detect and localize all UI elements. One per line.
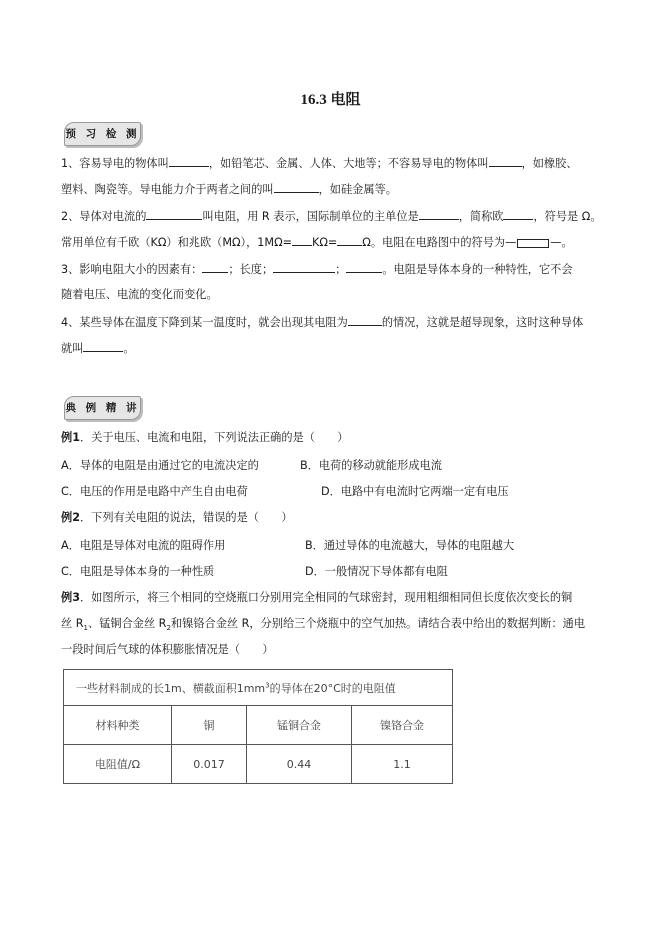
blank[interactable] <box>348 314 382 326</box>
example-3-line-1: 例3．如图所示，将三个相同的空烧瓶口分别用完全相同的气球密封，现用粗细相同但长度依次变长的铜 <box>61 591 573 604</box>
section-badge-examples: 典 例 精 讲 <box>64 396 141 420</box>
blank[interactable] <box>292 234 312 246</box>
blank[interactable] <box>146 208 202 220</box>
blank[interactable] <box>83 340 123 352</box>
example-2-option-c[interactable]: C．电阻是导体本身的一种性质 <box>61 565 215 578</box>
example-1-option-c[interactable]: C．电压的作用是电路中产生自由电荷 <box>61 485 248 498</box>
blank[interactable] <box>202 261 228 273</box>
question-2-line-1: 2、导体对电流的 叫电阻，用 R 表示，国际制单位的主单位是 ，简称欧 ，符号是 Ω。 <box>61 210 602 223</box>
page-title: 16.3 电阻 <box>300 92 361 108</box>
blank[interactable] <box>346 261 382 273</box>
example-1-option-a[interactable]: A．导体的电阻是由通过它的电流决定的 <box>61 459 259 472</box>
blank[interactable] <box>273 261 335 273</box>
table-header-cell: 铜 <box>172 706 247 745</box>
table-cell: 1.1 <box>352 745 453 784</box>
question-3-line-2: 随着电压、电流的变化而变化。 <box>61 288 218 301</box>
example-3-line-3: 一段时间后气球的体积膨胀情况是（ ） <box>61 643 274 656</box>
blank[interactable] <box>489 155 522 167</box>
blank[interactable] <box>337 234 362 246</box>
question-4-line-2: 就叫 。 <box>61 342 135 355</box>
example-2-stem: 例2．下列有关电阻的说法，错误的是（ ） <box>61 511 293 524</box>
blank[interactable] <box>419 208 459 220</box>
question-2-line-2: 常用单位有千欧（KΩ）和兆欧（MΩ），1MΩ= KΩ= Ω。电阻在电路图中的符号为— —。 <box>61 236 573 249</box>
blank[interactable] <box>503 208 533 220</box>
table-header-cell: 锰铜合金 <box>247 706 352 745</box>
example-1-option-d[interactable]: D．电路中有电流时它两端一定有电压 <box>321 485 509 498</box>
table-cell: 电阻值/Ω <box>64 745 172 784</box>
table-row <box>64 745 453 784</box>
resistance-table <box>63 669 453 784</box>
section-badge-preview: 预 习 检 测 <box>64 122 141 146</box>
example-1-option-b[interactable]: B．电荷的移动就能形成电流 <box>300 459 442 472</box>
question-1-line-2: 塑料、陶瓷等。导电能力介于两者之间的叫 ，如硅金属等。 <box>61 183 397 196</box>
table-caption: 一些材料制成的长1m、横截面积$1mm^3$的导体在20°C时的电阻值 <box>64 670 453 706</box>
table-cell: 0.44 <box>247 745 352 784</box>
example-2-option-b[interactable]: B．通过导体的电流越大，导体的电阻越大 <box>305 539 515 552</box>
table-header-cell: 镍铬合金 <box>352 706 453 745</box>
blank[interactable] <box>169 155 209 167</box>
question-1-line-1: 1、容易导电的物体叫 ，如铅笔芯、金属、人体、大地等；不容易导电的物体叫 ，如橡胶、 <box>61 157 578 170</box>
blank[interactable] <box>274 181 319 193</box>
question-4-line-1: 4、某些导体在温度下降到某一温度时，就会出现其电阻为 的情况，这就是超导现象，这时这种导体 <box>61 316 584 329</box>
example-2-option-d[interactable]: D．一般情况下导体都有电阻 <box>305 565 448 578</box>
table-header-cell: 材料种类 <box>64 706 172 745</box>
example-1-stem: 例1．关于电压、电流和电阻，下列说法正确的是（ ） <box>61 431 349 444</box>
table-header-row <box>64 706 453 745</box>
example-2-option-a[interactable]: A．电阻是导体对电流的阻碍作用 <box>61 539 226 552</box>
table-cell: 0.017 <box>172 745 247 784</box>
resistor-symbol-box[interactable] <box>517 239 549 248</box>
question-3-line-1: 3、影响电阻大小的因素有： ；长度； ； 。电阻是导体本身的一种特性，它不会 <box>61 263 573 276</box>
example-3-line-2: 丝 $R_1$、锰铜合金丝 $R_2$和镍铬合金丝 R，分别给三个烧瓶中的空气加热。请结合表中给出的数据判断：通电 <box>61 617 586 633</box>
